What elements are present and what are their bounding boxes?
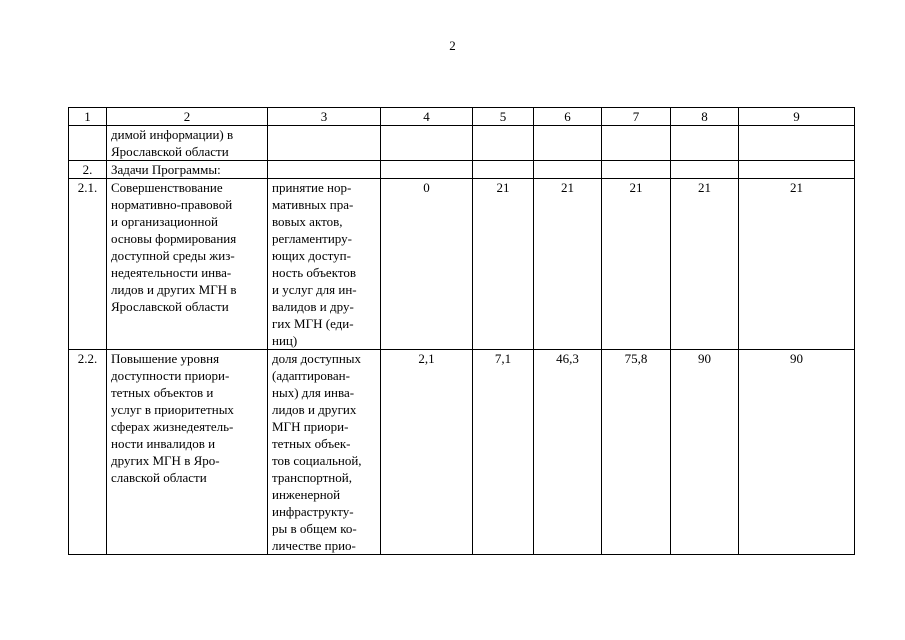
section-title: Задачи Программы: (107, 161, 268, 179)
empty-cell (381, 161, 473, 179)
value-cell (534, 126, 602, 161)
value-cell (381, 126, 473, 161)
row-number (69, 126, 107, 161)
table-row (69, 350, 855, 555)
value-cell: 90 (739, 350, 855, 555)
section-row (69, 161, 855, 179)
empty-cell (602, 161, 671, 179)
task-name: Совершенствование нормативно-правовой и организационной основы формирования доступной среды жиз- недеятельности инва- лидов и других МГН в Ярославской области (107, 179, 268, 350)
indicator-text (268, 126, 381, 161)
indicator-text: принятие нор- мативных пра- вовых актов, регламентиру- ющих доступ- ность объектов и услуг для ин- валидов и дру- гих МГН (еди- ниц) (268, 179, 381, 350)
empty-cell (473, 161, 534, 179)
value-cell: 7,1 (473, 350, 534, 555)
header-cell: 5 (473, 108, 534, 126)
header-cell: 2 (107, 108, 268, 126)
header-cell: 8 (671, 108, 739, 126)
header-cell: 1 (69, 108, 107, 126)
value-cell: 75,8 (602, 350, 671, 555)
value-cell (739, 126, 855, 161)
value-cell: 2,1 (381, 350, 473, 555)
value-cell: 21 (534, 179, 602, 350)
section-number: 2. (69, 161, 107, 179)
value-cell (671, 126, 739, 161)
indicators-table (68, 107, 855, 555)
table-row (69, 179, 855, 350)
value-cell: 90 (671, 350, 739, 555)
task-name: димой информации) в Ярославской области (107, 126, 268, 161)
empty-cell (671, 161, 739, 179)
header-cell: 4 (381, 108, 473, 126)
table-header-row (69, 108, 855, 126)
page-number: 2 (449, 38, 456, 53)
empty-cell (739, 161, 855, 179)
header-cell: 7 (602, 108, 671, 126)
task-name: Повышение уровня доступности приори- тетных объектов и услуг в приоритетных сферах жизнедеятель- ности инвалидов и других МГН в Яро- славской области (107, 350, 268, 555)
empty-cell (534, 161, 602, 179)
continuation-row (69, 126, 855, 161)
row-number: 2.1. (69, 179, 107, 350)
value-cell: 46,3 (534, 350, 602, 555)
value-cell: 21 (739, 179, 855, 350)
header-cell: 3 (268, 108, 381, 126)
indicator-text: доля доступных (адаптирован- ных) для инва- лидов и других МГН приори- тетных объек- тов социальной, транспортной, инженерной инфраструкту- ры в общем ко- личестве прио- (268, 350, 381, 555)
header-cell: 6 (534, 108, 602, 126)
row-number: 2.2. (69, 350, 107, 555)
value-cell (473, 126, 534, 161)
value-cell: 21 (602, 179, 671, 350)
value-cell (602, 126, 671, 161)
header-cell: 9 (739, 108, 855, 126)
value-cell: 0 (381, 179, 473, 350)
empty-cell (268, 161, 381, 179)
value-cell: 21 (473, 179, 534, 350)
value-cell: 21 (671, 179, 739, 350)
